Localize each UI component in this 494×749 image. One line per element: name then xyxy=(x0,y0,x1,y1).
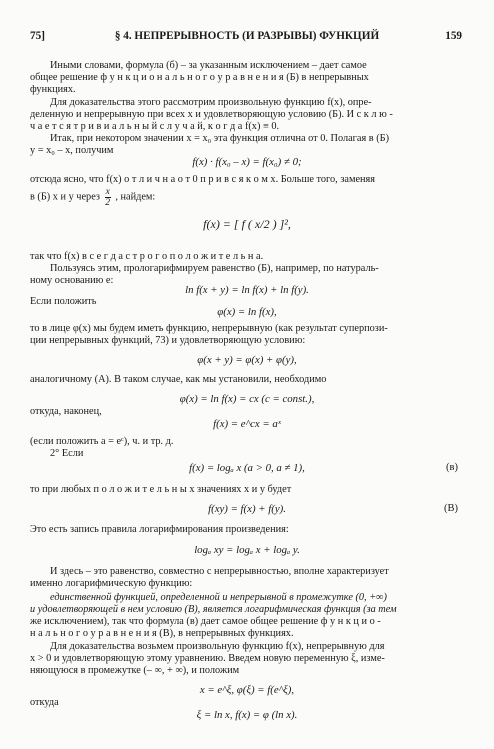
fraction-denominator: 2 xyxy=(105,198,111,208)
text-line: Это есть запись правила логарифмирования произведения: xyxy=(30,524,289,535)
text-line: (если положить a = eᶜ), ч. и тр. д. xyxy=(30,436,174,447)
header-section-title: § 4. НЕПРЕРЫВНОСТЬ (И РАЗРЫВЫ) ФУНКЦИЙ xyxy=(114,30,380,42)
equation-tag: (в) xyxy=(446,462,458,473)
equation: φ(x + y) = φ(x) + φ(y), xyxy=(197,354,297,366)
text-line: откуда, наконец, xyxy=(30,406,102,417)
equation: f(x) · f(x₀ – x) = f(x₀) ≠ 0; xyxy=(192,156,302,168)
text-line: Для доказательства этого рассмотрим произвольную функцию f(x), опре- xyxy=(50,97,372,108)
equation: ξ = ln x, f(x) = φ (ln x). xyxy=(196,709,298,721)
text-line: ции непрерывных функций, 73) и удовлетворяющую условию: xyxy=(30,335,306,346)
equation: φ(x) = ln f(x), xyxy=(217,306,277,318)
text-line: же исключением), так что формула (в) дает самое общее решение ф у н к ц и о - xyxy=(30,616,381,627)
equation: f(x) = logₐ x (a > 0, a ≠ 1), xyxy=(189,462,305,474)
header-page-ref: 75] xyxy=(30,30,45,42)
equation: ln f(x + y) = ln f(x) + ln f(y). xyxy=(185,284,309,296)
text-line: то при любых п о л о ж и т е л ь н ы х значениях x и y будет xyxy=(30,484,292,495)
equation: f(x) = [ f ( x/2 ) ]², xyxy=(203,217,291,231)
text-line: так что f(x) в с е г д а с т р о г о п о л о ж и т е л ь н а. xyxy=(30,251,264,262)
fraction xyxy=(105,187,111,208)
text-line: общее решение ф у н к ц и о н а л ь н о г о у р а в н е н и я (Б) в непрерывных xyxy=(30,72,369,83)
text-line: Если положить xyxy=(30,296,97,307)
text-line: отсюда ясно, что f(x) о т л и ч н а о т 0 п р и в с я к о м x. Больше того, заменяя xyxy=(30,174,376,185)
equation-tag: (В) xyxy=(444,503,458,514)
theorem-line: единственной функцией, определенной и непрерывной в промежутке (0, +∞) xyxy=(50,592,387,603)
equation: f(x) = e^cx = aˣ xyxy=(213,418,281,430)
text-line: няющуюся в промежутке (– ∞, + ∞), и положим xyxy=(30,665,240,676)
text-fragment: , найдем: xyxy=(115,191,156,203)
text-line: Для доказательства возьмем произвольную функцию f(x), непрерывную для xyxy=(50,641,385,652)
equation: x = e^ξ, φ(ξ) = f(e^ξ), xyxy=(199,684,295,696)
text-line: y = x₀ – x, получим xyxy=(30,145,114,156)
text-line-with-fraction xyxy=(30,187,155,208)
text-line: именно логарифмическую функцию: xyxy=(30,578,193,589)
text-line: И здесь – это равенство, совместно с непрерывностью, вполне характеризует xyxy=(50,566,389,577)
text-line: откуда xyxy=(30,697,59,708)
text-line: Итак, при некотором значении x = x₀ эта функция отлична от 0. Полагая в (Б) xyxy=(50,133,389,144)
fraction-numerator: x xyxy=(105,187,110,197)
text-line: ному основанию e: xyxy=(30,275,114,286)
equation: logₐ xy = logₐ x + logₐ y. xyxy=(194,544,300,556)
text-line: 2° Если xyxy=(50,448,84,459)
text-line: то в лице φ(x) мы будем иметь функцию, непрерывную (как результат суперпози- xyxy=(30,323,388,334)
text-line: x > 0 и удовлетворяющую этому уравнению. Введем новую переменную ξ, изме- xyxy=(30,653,385,664)
text-line: Иными словами, формула (б) – за указанным исключением – дает самое xyxy=(50,60,367,71)
text-line: Пользуясь этим, прологарифмируем равенство (Б), например, по натураль- xyxy=(50,263,379,274)
equation: f(xy) = f(x) + f(y). xyxy=(208,503,286,515)
theorem-line: и удовлетворяющей в нем условию (В), является логарифмическая функция (за тем xyxy=(30,604,397,615)
header-page-number: 159 xyxy=(445,30,462,42)
equation: φ(x) = ln f(x) = cx (c = const.), xyxy=(179,393,315,405)
text-line: функциях. xyxy=(30,84,76,95)
text-line: ч а е т с я т р и в и а л ь н ы й с л у ч а й, к о г д а f(x) ≡ 0. xyxy=(30,121,280,132)
text-line: деленную и непрерывную при всех x и удовлетворяющую условию (Б). И с к л ю - xyxy=(30,109,393,120)
text-line: н а л ь н о г о у р а в н е н и я (В), в непрерывных функциях. xyxy=(30,628,294,639)
text-line: аналогичному (А). В таком случае, как мы установили, необходимо xyxy=(30,374,327,385)
text-fragment: в (Б) x и y через xyxy=(30,191,100,203)
